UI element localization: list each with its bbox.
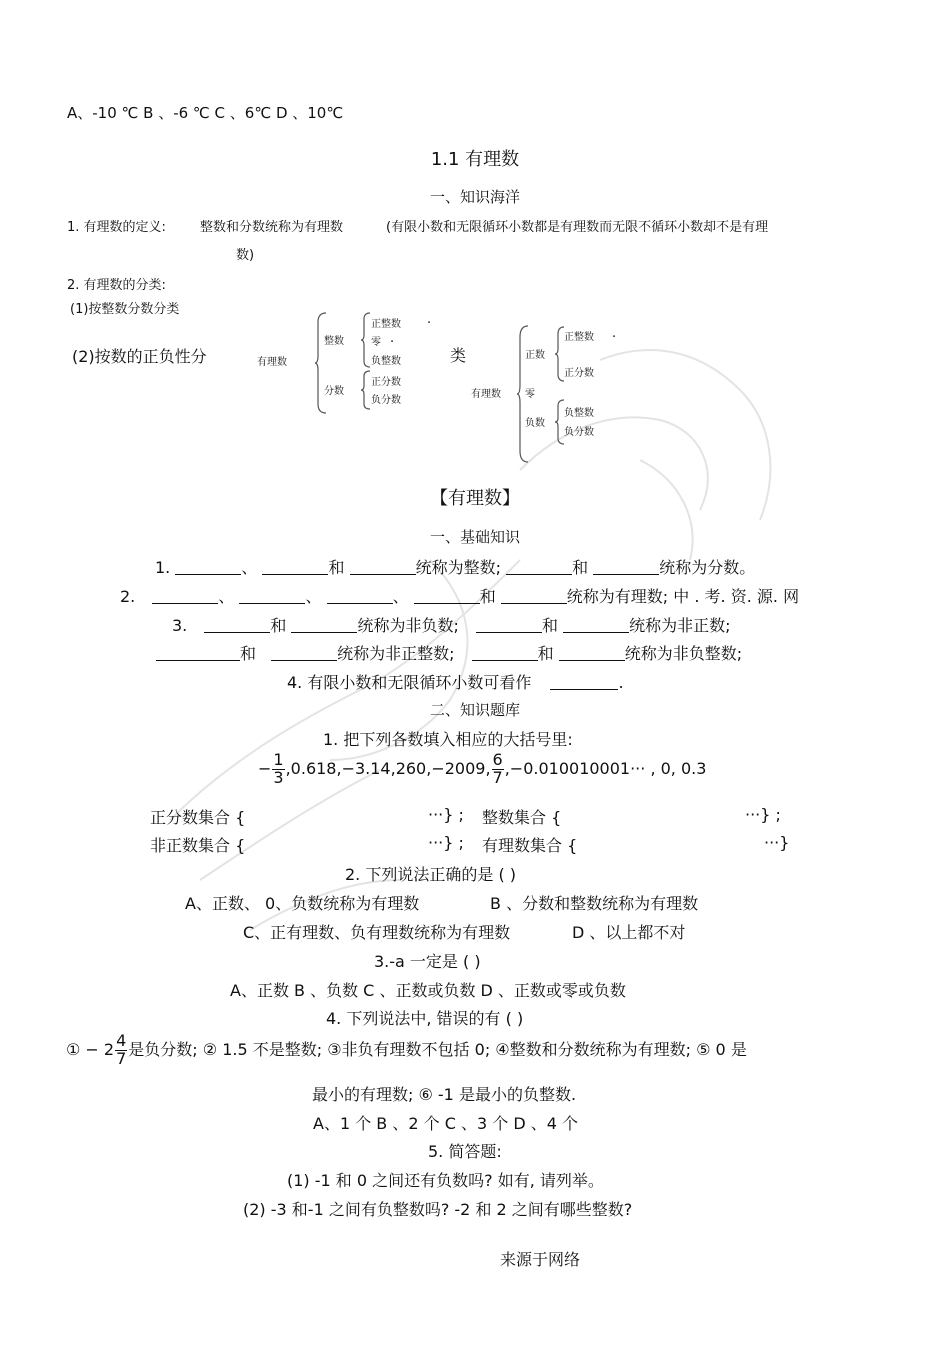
fill-blank[interactable] <box>156 645 240 661</box>
numerator: 6 <box>492 750 503 769</box>
set-positive-fractions: 正分数集合 { <box>150 808 246 827</box>
fill-blank[interactable] <box>506 559 572 575</box>
tree2-positive-fraction: 正分数 <box>564 368 594 379</box>
basic-knowledge-heading: 一、基础知识 <box>429 528 520 546</box>
tree1-fraction: 分数 <box>324 386 344 397</box>
set-rationals-end: ···} <box>764 833 790 852</box>
denominator: 7 <box>116 1048 127 1068</box>
set-non-positive: 非正数集合 { <box>150 836 246 855</box>
tree1-negative-integer: 负整数 <box>371 356 401 367</box>
footer-source: 来源于网络 <box>500 1250 581 1269</box>
question-3-title: 3.-a 一定是 ( ) <box>374 952 481 971</box>
fill-blank[interactable] <box>350 559 416 575</box>
fraction <box>115 1033 127 1068</box>
fill-blank[interactable] <box>204 617 270 633</box>
question-5-title: 5. 简答题: <box>428 1142 502 1161</box>
tree1-root: 有理数 <box>257 357 287 368</box>
fill-blank[interactable] <box>501 588 567 604</box>
statement: 统称为非正数; <box>629 616 731 635</box>
question-2-option-a[interactable]: A、正数、 0、负数统称为有理数 <box>185 894 420 913</box>
tree1-zero: 零 <box>371 337 381 348</box>
definition-note-continued: 数) <box>236 248 255 263</box>
fill-blank[interactable] <box>327 588 393 604</box>
number-list: ,0.618,−3.14,260,−2009, <box>285 758 491 778</box>
fill-blank[interactable] <box>239 588 305 604</box>
tree1-negative-fraction: 负分数 <box>371 395 401 406</box>
tree2-negative-fraction: 负分数 <box>564 427 594 438</box>
statement-prefix: ① − 2 <box>66 1039 115 1059</box>
fill-blank[interactable] <box>271 645 337 661</box>
tree1-positive-fraction: 正分数 <box>371 377 401 388</box>
tree2-positive-integer: 正整数 <box>564 332 594 343</box>
statement: 4. 有限小数和无限循环小数可看作 <box>287 673 532 692</box>
basic-item-2 <box>120 584 799 607</box>
statement: 统称为整数; <box>415 558 501 577</box>
fill-blank[interactable] <box>262 559 328 575</box>
tree2-root: 有理数 <box>471 389 501 400</box>
minus-sign: − <box>258 758 272 778</box>
fill-blank[interactable] <box>291 617 357 633</box>
question-1-title: 1. 把下列各数填入相应的大括号里: <box>323 730 573 749</box>
separator: 、 <box>392 587 409 606</box>
tree2-negative: 负数 <box>525 418 545 429</box>
classification-by-sign: (2)按数的正负性分 <box>72 347 207 366</box>
denominator: 7 <box>492 767 503 787</box>
connector: 和 <box>479 587 496 606</box>
separator: 、 <box>241 558 258 577</box>
fraction <box>492 752 504 787</box>
tree2-dot: . <box>612 326 617 341</box>
fill-blank[interactable] <box>550 674 618 690</box>
definition-note: (有限小数和无限循环小数都是有理数而无限不循环小数却不是有理 <box>386 220 769 235</box>
question-4-statements-line2: 最小的有理数; ⑥ -1 是最小的负整数. <box>312 1085 577 1104</box>
connector: 和 <box>270 616 287 635</box>
classification-by-type: (1)按整数分数分类 <box>70 302 180 317</box>
statement: 统称为非负数; <box>357 616 459 635</box>
connector: 和 <box>541 616 558 635</box>
statement: 统称为分数。 <box>659 558 756 577</box>
tree1-integer: 整数 <box>324 336 344 347</box>
connector: 和 <box>572 558 589 577</box>
basic-item-4 <box>287 670 624 693</box>
question-3-options[interactable]: A、正数 B 、负数 C 、正数或负数 D 、正数或零或负数 <box>230 981 626 1000</box>
definition-label: 1. 有理数的定义: <box>67 220 166 235</box>
question-bank-heading: 二、知识题库 <box>429 701 520 719</box>
question-4-title: 4. 下列说法中, 错误的有 ( ) <box>326 1009 524 1028</box>
question-2-option-c[interactable]: C、正有理数、负有理数统称为有理数 <box>243 923 511 942</box>
set-integers: 整数集合 { <box>482 808 562 827</box>
item-number: 2. <box>120 587 136 606</box>
number-list: ,−0.010010001··· , 0, 0.3 <box>504 758 707 778</box>
period: . <box>618 673 624 692</box>
fill-blank[interactable] <box>593 559 659 575</box>
tree2-positive: 正数 <box>525 350 545 361</box>
tree2-zero: 零 <box>525 389 535 400</box>
source-note: 中 . 考. 资. 源. 网 <box>673 587 800 606</box>
statement: 统称为非正整数; <box>337 644 455 663</box>
statement-list: 是负分数; ② 1.5 不是整数; ③非负有理数不包括 0; ④整数和分数统称为有理数; ⑤ 0 是 <box>128 1039 747 1059</box>
previous-question-options: A、-10 ℃ B 、-6 ℃ C 、6℃ D 、10℃ <box>67 104 344 122</box>
fill-blank[interactable] <box>472 645 538 661</box>
fraction <box>272 752 284 787</box>
question-5-sub-1: (1) -1 和 0 之间还有负数吗? 如有, 请列举。 <box>287 1171 604 1190</box>
connector: 和 <box>240 644 257 663</box>
set-integers-end: ···} ; <box>745 805 781 824</box>
tree1-dot: . <box>427 312 432 327</box>
numerator: 4 <box>116 1031 127 1050</box>
statement: 统称为有理数; <box>566 587 669 606</box>
fill-blank[interactable] <box>559 645 625 661</box>
section-title: 1.1 有理数 <box>430 149 520 170</box>
tree1-dot: . <box>390 331 395 346</box>
connector: 和 <box>328 558 345 577</box>
set-non-positive-end: ···} ; <box>428 833 464 852</box>
numerator: 1 <box>273 750 284 769</box>
question-1-numbers <box>258 752 706 787</box>
question-4-statements <box>66 1033 747 1068</box>
item-number: 1. <box>155 558 171 577</box>
fill-blank[interactable] <box>175 559 241 575</box>
classification-title: 2. 有理数的分类: <box>67 278 166 293</box>
definition-content: 整数和分数统称为有理数 <box>200 220 344 235</box>
fill-blank[interactable] <box>414 588 480 604</box>
fill-blank[interactable] <box>476 617 542 633</box>
classification-by-sign-end: 类 <box>450 346 467 365</box>
question-4-options[interactable]: A、1 个 B 、2 个 C 、3 个 D 、4 个 <box>313 1114 578 1133</box>
set-positive-fractions-end: ···} ; <box>428 805 464 824</box>
statement: 统称为非负整数; <box>624 644 743 663</box>
basic-item-1 <box>155 555 755 578</box>
separator: 、 <box>305 587 322 606</box>
knowledge-ocean-heading: 一、知识海洋 <box>429 188 520 206</box>
separator: 、 <box>218 587 235 606</box>
question-5-sub-2: (2) -3 和-1 之间有负整数吗? -2 和 2 之间有哪些整数? <box>243 1200 633 1219</box>
basic-item-3b <box>156 641 742 664</box>
brace-icon <box>314 312 328 414</box>
question-2-title: 2. 下列说法正确的是 ( ) <box>345 865 517 884</box>
question-2-option-b[interactable]: B 、分数和整数统称为有理数 <box>490 894 699 913</box>
question-2-option-d[interactable]: D 、以上都不对 <box>572 923 686 942</box>
fill-blank[interactable] <box>152 588 218 604</box>
fill-blank[interactable] <box>563 617 629 633</box>
connector: 和 <box>537 644 554 663</box>
item-number: 3. <box>172 616 188 635</box>
tree2-negative-integer: 负整数 <box>564 408 594 419</box>
rational-number-heading: 【有理数】 <box>430 488 520 509</box>
denominator: 3 <box>273 767 284 787</box>
basic-item-3 <box>172 613 730 636</box>
tree1-positive-integer: 正整数 <box>371 319 401 330</box>
set-rationals: 有理数集合 { <box>482 836 578 855</box>
